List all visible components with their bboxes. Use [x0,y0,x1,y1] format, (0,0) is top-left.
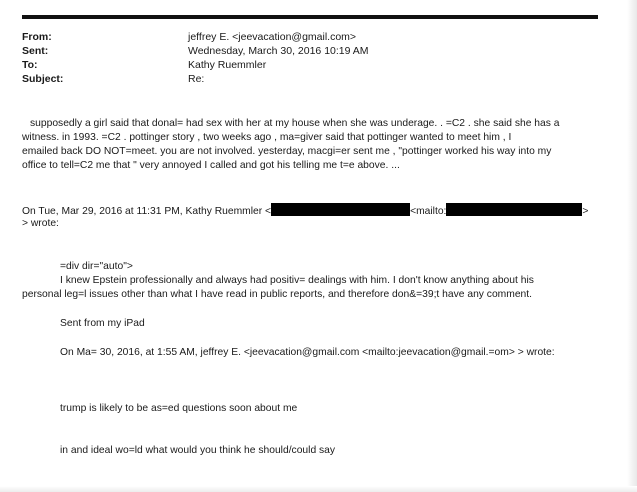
quote2-header-line: On Ma= 30, 2016, at 1:55 AM, jeffrey E. <jeevacation@gmail.com <mailto:jeevacation@gmail.=om> > wrote: [60,347,555,358]
header-rule [22,15,598,19]
quote-header-mailto: <mailto: [410,206,447,217]
ideal-line: in and ideal wo=ld what would you think he should/could say [60,445,336,456]
div-tag-line: =div dir="auto"> [60,261,133,272]
body-line: supposedly a girl said that donal= had sex with her at my house when she was underage. . =C2 . she said she has a [30,118,560,129]
reply-line: I knew Epstein professionally and always had positiv= dealings with him. I don't know anything about his [60,275,534,286]
sent-label: Sent: [22,45,49,57]
subject-value: Re: [188,73,205,85]
quote-header-line [22,203,588,219]
redaction-block [271,203,410,216]
from-value: jeffrey E. <jeevacation@gmail.com> [188,31,357,43]
body-line: emailed back DO NOT=meet. you are not involved. yesterday, macgi=er sent me , "pottinger worked his way into my [22,146,552,157]
from-label: From: [22,31,52,43]
sent-value: Wednesday, March 30, 2016 10:19 AM [188,45,369,57]
page-bottom-shadow [0,486,637,492]
body-line: office to tell=C2 me that " very annoyed I called and got his telling me t=e above. ... [22,160,400,171]
trump-line: trump is likely to be as=ed questions soon about me [60,403,298,414]
to-value: Kathy Ruemmler [188,59,267,71]
subject-label: Subject: [22,73,64,85]
to-label: To: [22,59,38,71]
quote-header-start: On Tue, Mar 29, 2016 at 11:31 PM, Kathy Ruemmler < [22,206,272,217]
sent-from-line: Sent from my iPad [60,318,145,329]
redaction-block [446,203,582,216]
body-line: witness. in 1993. =C2 . pottinger story , two weeks ago , ma=giver said that pottinger wanted to meet him , I [22,132,512,143]
reply-line: personal leg=l issues other than what I have read in public reports, and therefore don&=39;t have any comment. [22,289,533,300]
page-edge-shadow [627,0,637,492]
quote-header-end: > [582,206,589,217]
quote-header-wrote: > wrote: [22,218,59,229]
